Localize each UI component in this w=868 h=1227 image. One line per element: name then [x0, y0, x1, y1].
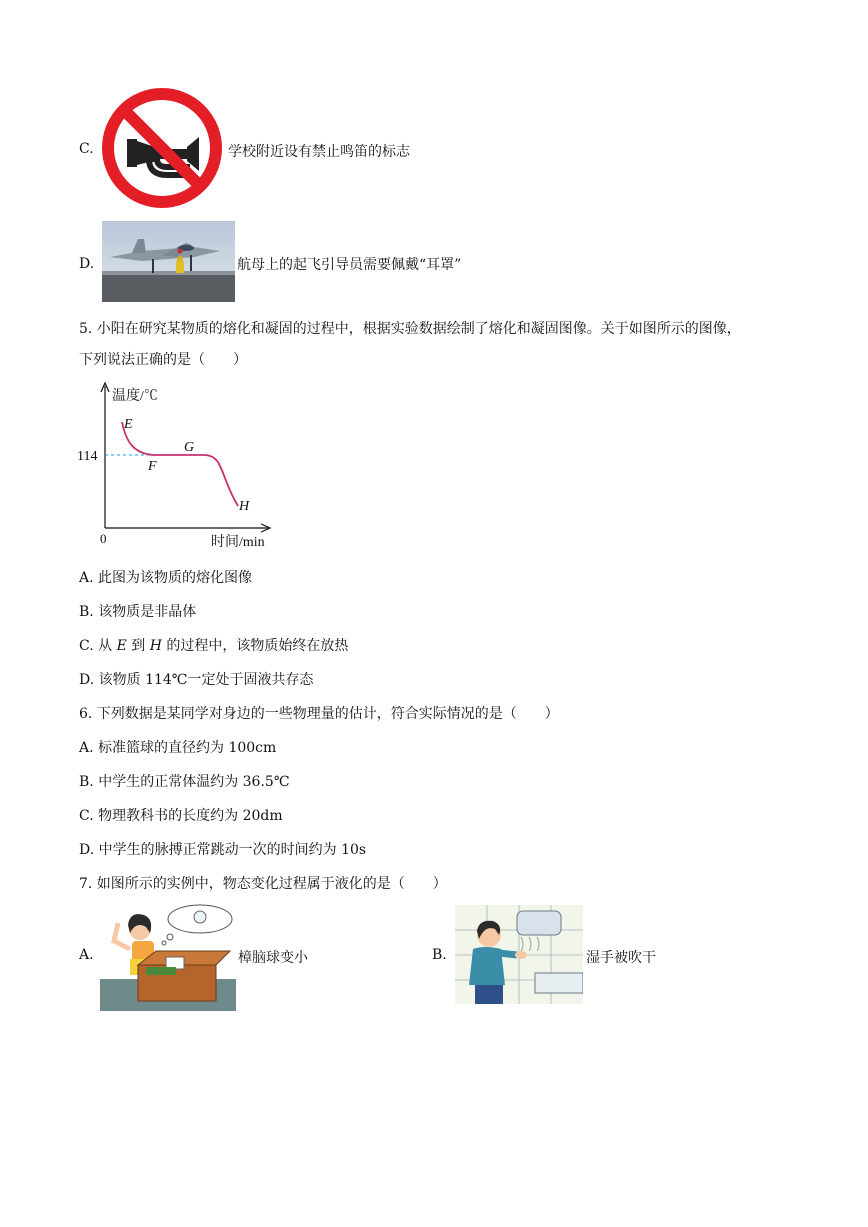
point-f-label: F — [148, 459, 157, 474]
point-e-label: E — [124, 417, 133, 432]
q6-option-a-text: 标准篮球的直径约为 100cm — [98, 740, 277, 756]
q5-stem-line1: 5. 小阳在研究某物质的熔化和凝固的过程中，根据实验数据绘制了熔化和凝固图像。关于如图所示的图像， — [79, 321, 741, 337]
option-d-text: 航母上的起飞引导员需要佩戴“耳罩” — [237, 257, 462, 273]
no-honking-sign-icon — [101, 87, 223, 209]
q5-stem-line2: 下列说法正确的是（ ） — [79, 352, 247, 368]
q5-option-a — [79, 567, 252, 587]
q6-option-a-letter: A. — [79, 740, 94, 756]
q6-option-c-text: 物理教科书的长度约为 20dm — [98, 808, 283, 824]
q5-option-c-h: H — [149, 638, 162, 654]
q6-option-b — [79, 771, 290, 791]
q6-option-b-text: 中学生的正常体温约为 36.5℃ — [98, 774, 290, 790]
q5-option-d-text: 该物质 114℃一定处于固液共存态 — [98, 672, 314, 688]
q6-option-d-text: 中学生的脉搏正常跳动一次的时间约为 10s — [98, 842, 367, 858]
q5-option-c-e: E — [116, 638, 127, 654]
option-d-letter: D. — [79, 256, 95, 272]
q7-option-b-text: 湿手被吹干 — [586, 950, 656, 966]
q7-option-a-text: 樟脑球变小 — [238, 950, 308, 966]
q5-option-d — [79, 669, 313, 689]
q6-option-a — [79, 737, 276, 757]
point-h-label: H — [239, 499, 250, 514]
x-axis-label: 时间/min — [211, 535, 265, 550]
q5-option-c-pre: 从 — [98, 638, 117, 654]
q5-option-c-mid: 到 — [126, 638, 150, 654]
q6-option-b-letter: B. — [79, 774, 94, 790]
y-axis-label: 温度/℃ — [112, 389, 158, 404]
q5-option-a-letter: A. — [79, 570, 94, 586]
q5-option-b-letter: B. — [79, 604, 94, 620]
origin-label: 0 — [100, 531, 107, 546]
q7-stem: 7. 如图所示的实例中，物态变化过程属于液化的是（ ） — [79, 876, 447, 892]
q7-option-b-letter: B. — [432, 947, 447, 963]
option-c-text: 学校附近设有禁止鸣笛的标志 — [228, 144, 410, 160]
temperature-curve — [122, 422, 238, 506]
point-g-label: G — [184, 440, 195, 455]
q6-option-c-letter: C. — [79, 808, 94, 824]
q7-option-a-letter: A. — [79, 947, 94, 963]
q5-option-c-letter: C. — [79, 638, 94, 654]
q6-option-c — [79, 805, 283, 825]
q5-option-d-letter: D. — [79, 672, 95, 688]
option-c-letter: C. — [79, 141, 94, 157]
q5-option-c — [79, 635, 348, 655]
camphor-ball-illustration — [100, 901, 236, 1011]
melting-solidification-graph — [76, 380, 276, 552]
q6-option-d — [79, 839, 366, 859]
q6-stem: 6. 下列数据是某同学对身边的一些物理量的估计，符合实际情况的是（ ） — [79, 706, 559, 722]
q5-option-b-text: 该物质是非晶体 — [98, 604, 197, 620]
q5-option-c-post: 的过程中，该物质始终在放热 — [161, 638, 349, 654]
q5-option-b — [79, 601, 196, 621]
hand-dryer-illustration — [455, 905, 583, 1004]
carrier-jet-photo — [102, 221, 235, 302]
q5-option-a-text: 此图为该物质的熔化图像 — [98, 570, 253, 586]
y-tick-114: 114 — [77, 449, 98, 464]
q6-option-d-letter: D. — [79, 842, 95, 858]
